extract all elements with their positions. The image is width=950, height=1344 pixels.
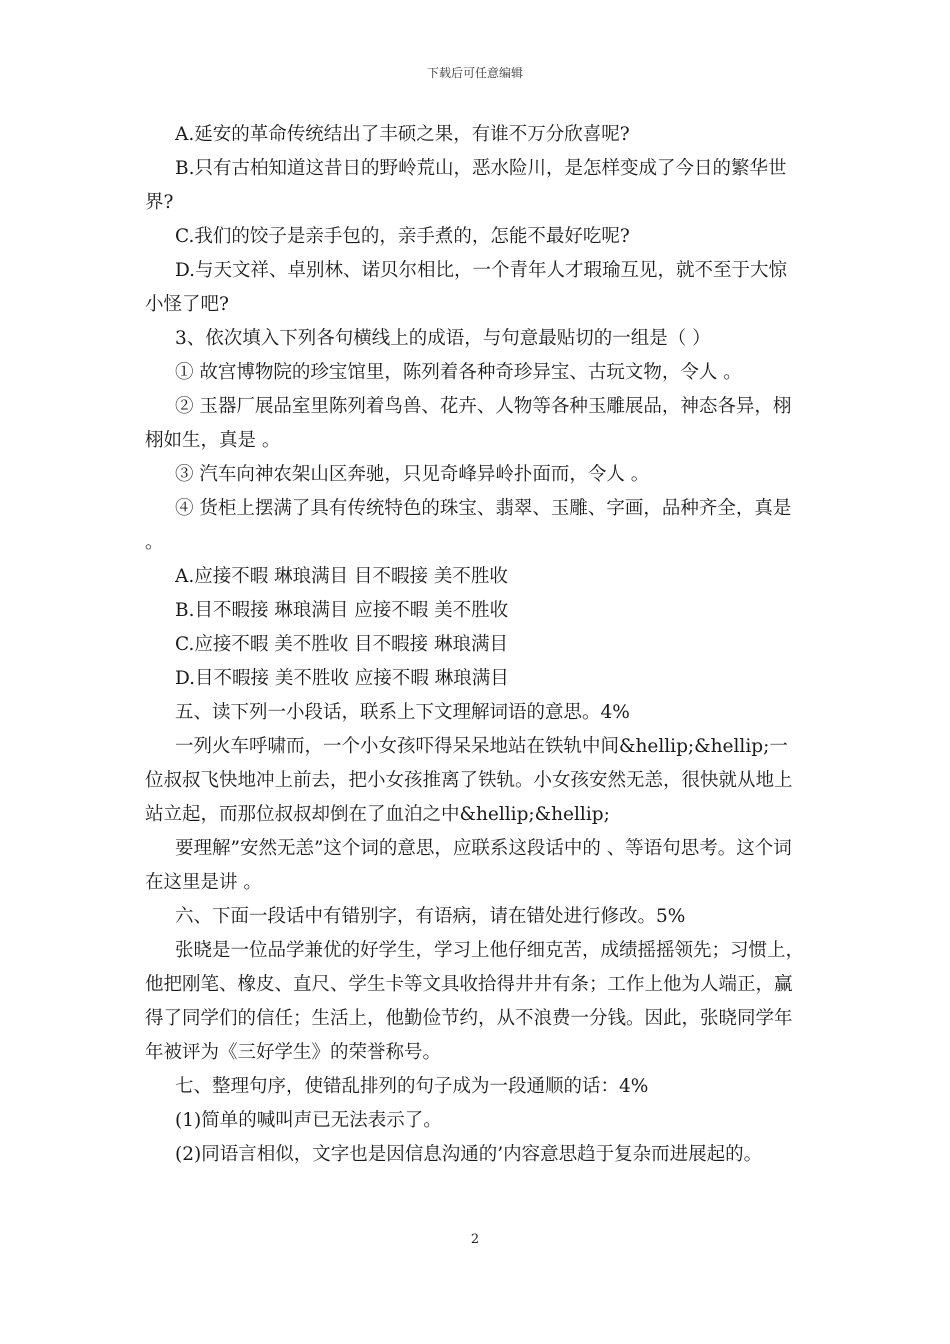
choice-a: A.应接不暇 琳琅满目 目不暇接 美不胜收	[175, 566, 508, 587]
option-b: B.只有古柏知道这昔日的野岭荒山，恶水险川，是怎样变成了今日的繁华世界?	[145, 158, 787, 213]
option-a: A.延安的革命传统结出了丰硕之果，有谁不万分欣喜呢?	[175, 124, 630, 145]
question-3: 3、依次填入下列各句横线上的成语，与句意最贴切的一组是（ ）	[175, 328, 711, 349]
section-5-passage: 一列火车呼啸而，一个小女孩吓得呆呆地站在铁轨中间&hellip;&hellip;一位叔叔飞快地冲上前去，把小女孩推离了铁轨。小女孩安然无恙，很快就从地上站立起，而那位叔叔却倒在了血泊之中&hellip;&hellip;	[145, 736, 793, 825]
choice-d: D.目不暇接 美不胜收 应接不暇 琳琅满目	[175, 668, 509, 689]
document-body	[145, 118, 805, 1172]
section-7-item-2: (2)同语言相似，文字也是因信息沟通的’内容意思趋于复杂而进展起的。	[175, 1144, 763, 1165]
section-5-question: 要理解”安然无恙”这个词的意思，应联系这段话中的 、等语句思考。这个词在这里是讲 。	[145, 838, 792, 893]
sentence-4: ④ 货柜上摆满了具有传统特色的珠宝、翡翠、玉雕、字画，品种齐全，真是 。	[145, 498, 792, 553]
section-7-heading: 七、整理句序，使错乱排列的句子成为一段通顺的话：4%	[175, 1076, 649, 1097]
sentence-1: ① 故宫博物院的珍宝馆里，陈列着各种奇珍异宝、古玩文物，令人 。	[175, 362, 742, 383]
choice-c: C.应接不暇 美不胜收 目不暇接 琳琅满目	[175, 634, 509, 655]
section-6-heading: 六、下面一段话中有错别字，有语病，请在错处进行修改。5%	[175, 906, 686, 927]
choice-b: B.目不暇接 琳琅满目 应接不暇 美不胜收	[175, 600, 509, 621]
sentence-2: ② 玉器厂展品室里陈列着鸟兽、花卉、人物等各种玉雕展品，神态各异，栩 栩如生，真是 。	[145, 396, 792, 451]
option-c: C.我们的饺子是亲手包的，亲手煮的，怎能不最好吃呢?	[175, 226, 630, 247]
sentence-3: ③ 汽车向神农架山区奔驰，只见奇峰异岭扑面而，令人 。	[175, 464, 650, 485]
page-header: 下载后可任意编辑	[426, 66, 523, 80]
page-number: 2	[470, 1232, 480, 1247]
option-d: D.与天文祥、卓别林、诺贝尔相比，一个青年人才瑕瑜互见，就不至于大惊小怪了吧?	[145, 260, 788, 315]
section-7-item-1: (1)简单的喊叫声已无法表示了。	[175, 1110, 442, 1131]
section-5-heading: 五、读下列一小段话，联系上下文理解词语的意思。4%	[175, 702, 630, 723]
section-6-passage: 张晓是一位品学兼优的好学生，学习上他仔细克苦，成绩摇摇领先；习惯上，他把刚笔、橡皮、直尺、学生卡等文具收拾得井井有条；工作上他为人端正，赢得了同学们的信任；生活上，他勤俭节约，从不浪费一分钱。因此，张晓同学年年被评为《三好学生》的荣誉称号。	[145, 940, 805, 1063]
